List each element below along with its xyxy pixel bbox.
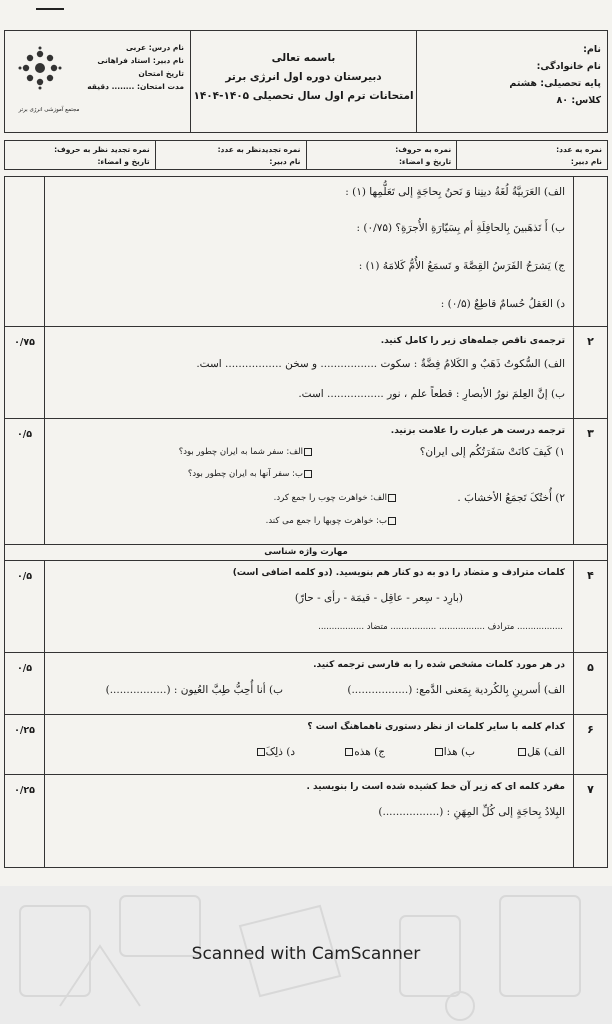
checkbox-icon[interactable]: [388, 517, 396, 525]
question-2: [5, 327, 607, 419]
option-2a-label: الف: خواهرت چوب را جمع کرد.: [273, 493, 387, 503]
option-1b[interactable]: [188, 468, 313, 481]
option-2b[interactable]: [266, 515, 397, 528]
grade-level-label: پایه تحصیلی: هشتم: [509, 78, 601, 89]
section-heading: مهارت واژه شناسی: [5, 545, 607, 561]
option-b[interactable]: [434, 745, 475, 759]
review-teacher-label: نام دبیر:: [269, 157, 301, 166]
question-title: مفرد کلمه ای که زیر آن خط کشیده شده است را بنویسید .: [306, 782, 565, 792]
checkbox-icon[interactable]: [304, 448, 312, 456]
item-b: ب) أنا أُحِبُّ طِبَّ العُیون : (.................): [105, 684, 283, 696]
question-title: کدام کلمه با سایر کلمات از نظر دستوری ناهماهنگ است ؟: [307, 722, 565, 732]
sentence-a: الف) السُّکوتُ ذَهَبٌ و الکَلامُ فِضَّةٌ : سکوت ................. و سخن ................. است.: [196, 358, 565, 370]
word-list: (بارِد - سِعر - عاقِل - قیمَة - رأی - حارّ): [294, 592, 463, 604]
course-info: [5, 31, 191, 132]
class-label: کلاس: ۸۰: [556, 95, 601, 106]
question-score: ۰/۵: [5, 419, 45, 544]
teacher-label: نام دبیر: استاد فراهانی: [97, 56, 184, 65]
subject-label: نام درس: عربی: [125, 43, 184, 52]
review-sign-date-label: تاریخ و امضاء:: [97, 157, 150, 166]
grade-cell-2: [306, 141, 457, 169]
student-name-label: نام:: [583, 44, 601, 55]
question-number: [573, 177, 607, 326]
sentence-2: ۲) أُختُکَ تَجمَعُ الأخشابَ .: [457, 492, 565, 504]
question-score: ۰/۲۵: [5, 715, 45, 774]
exam-date-label: تاریخ امتحان: [138, 69, 184, 78]
option-2b-label: ب: خواهرت چوبها را جمع می کند.: [265, 516, 387, 526]
checkbox-icon[interactable]: [257, 748, 265, 756]
question-score: [5, 177, 45, 326]
question-7: [5, 775, 607, 867]
question-number: ۶: [573, 715, 607, 774]
option-2a[interactable]: [274, 492, 397, 505]
sentence-b: ب) أَ تَذهَبینَ بِالحافِلَةِ أم بِسَیّارَةِ الأُجرَةِ؟ (۰/۷۵) :: [356, 222, 565, 234]
sentence-c: ج) یَشرَحُ الفَرَسُ القِصَّةَ و تَسمَعُ الأُمُّ کَلامَهُ (۱) :: [358, 260, 565, 272]
review-score-words-label: نمره تجدید نظر به حروف:: [54, 145, 150, 154]
basmala: باسمه تعالی: [271, 52, 336, 64]
checkbox-icon[interactable]: [304, 470, 312, 478]
option-c-label: ج) هذه: [354, 746, 385, 758]
sentence-a: الف) العَرَبیَّةُ لُغَةُ دینِنا وَ نَحنُ بِحاجَةٍ إلی تَعَلُّمِها (۱) :: [345, 186, 565, 198]
grade-cell-4: [5, 141, 155, 169]
question-6: [5, 715, 607, 775]
school-name: دبیرستان دوره اول انرژی برتر: [225, 71, 382, 83]
question-3: [5, 419, 607, 545]
question-4: [5, 561, 607, 653]
option-c[interactable]: [344, 745, 385, 759]
questions-table: [4, 176, 608, 868]
option-d-label: د) ذلِکَ: [265, 746, 295, 758]
question-score: ۰/۵: [5, 561, 45, 652]
question-title: ترجمه‌ی ناقص جمله‌های زیر را کامل کنید.: [380, 336, 565, 346]
checkbox-icon[interactable]: [518, 748, 526, 756]
answer-blanks[interactable]: ................. مترادف ................. ................. متضاد .................: [318, 622, 563, 632]
teacher-name-label: نام دبیر:: [570, 157, 602, 166]
question-title: در هر مورد کلمات مشخص شده را به فارسی ترجمه کنید.: [313, 660, 565, 670]
scan-mark: [36, 8, 64, 10]
checkbox-icon[interactable]: [345, 748, 353, 756]
grade-cell-3: [155, 141, 306, 169]
review-score-number-label: نمره تجدیدنظر به عدد:: [217, 145, 301, 154]
exam-title-block: [191, 31, 417, 132]
option-d[interactable]: [256, 745, 295, 759]
grade-cell-1: [456, 141, 607, 169]
question-score: ۰/۷۵: [5, 327, 45, 418]
sentence: البِلادُ بِحاجَةٍ إلی کُلِّ المِهَنِ : (.................): [378, 806, 565, 818]
option-1b-label: ب: سفر آنها به ایران چطور بود؟: [187, 469, 303, 479]
scan-watermark-text: Scanned with CamScanner: [191, 944, 421, 964]
checkbox-icon[interactable]: [435, 748, 443, 756]
question-number: ۲: [573, 327, 607, 418]
sentence-1: ۱) کَیفَ کانَتْ سَفَرَتُکُم إلی ایران؟: [419, 446, 565, 458]
score-words-label: نمره به حروف:: [395, 145, 452, 154]
question-number: ۵: [573, 653, 607, 714]
question-number: ۴: [573, 561, 607, 652]
exam-header: [4, 30, 608, 133]
duration-label: مدت امتحان: ........ دقیقه: [87, 82, 184, 91]
logo-caption: مجتمع آموزشی انرژی برتر: [18, 107, 80, 113]
option-a[interactable]: [517, 745, 565, 759]
question-number: ۷: [573, 775, 607, 867]
question-1-continued: [5, 177, 607, 327]
option-a-label: الف) هَل: [527, 746, 565, 758]
student-info: [417, 31, 607, 132]
checkbox-icon[interactable]: [388, 494, 396, 502]
sign-date-label: تاریخ و امضاء:: [398, 157, 452, 166]
question-number: ۳: [573, 419, 607, 544]
option-b-label: ب) هذا: [443, 746, 475, 758]
sentence-b: ب) إنَّ العِلمَ نورُ الأبصارِ : قطعاً علم ، نور ................. است.: [298, 388, 565, 400]
family-name-label: نام خانوادگی:: [536, 61, 601, 72]
score-number-label: نمره به عدد:: [556, 145, 602, 154]
question-score: ۰/۲۵: [5, 775, 45, 867]
exam-term: امتحانات ترم اول سال تحصیلی ۱۴۰۵-۱۴۰۴: [193, 90, 414, 102]
option-1a[interactable]: [179, 446, 313, 459]
question-title: ترجمه درست هر عبارت را علامت بزنید.: [390, 426, 565, 436]
sentence-d: د) العَقلُ حُسامٌ قاطِعٌ (۰/۵) :: [440, 298, 565, 310]
question-score: ۰/۵: [5, 653, 45, 714]
question-title: کلمات مترادف و متضاد را دو به دو کنار هم بنویسید. (دو کلمه اضافی است): [232, 568, 565, 578]
item-a: الف) أسرینِ بِالکُردیة بِمَعنی الدَّمع: (.................): [347, 684, 565, 696]
grading-row: [4, 140, 608, 170]
school-logo-icon: [17, 45, 63, 91]
option-1a-label: الف: سفر شما به ایران چطور بود؟: [178, 447, 303, 457]
question-5: [5, 653, 607, 715]
